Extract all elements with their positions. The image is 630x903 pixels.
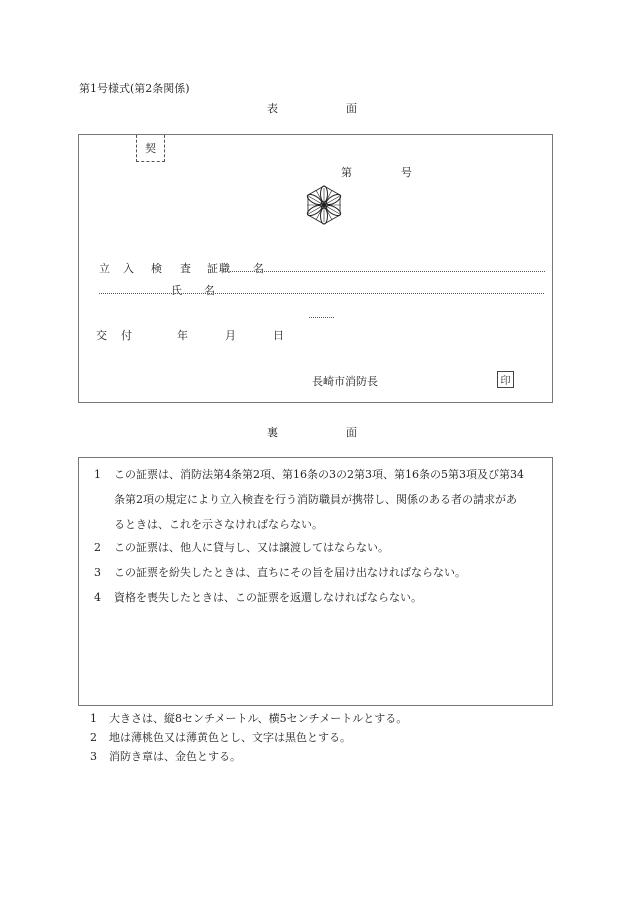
- back-item-num: 2: [94, 541, 101, 554]
- back-item-text: この証票は、他人に貸与し、又は譲渡してはならない。: [114, 541, 389, 554]
- issuer-name: 長崎市消防長: [312, 375, 378, 388]
- back-item-text: 資格を喪失したときは、この証票を返還しなければならない。: [114, 591, 422, 604]
- back-item-1: [94, 462, 524, 537]
- seal-box: [497, 371, 514, 388]
- back-item-num: 1: [94, 468, 101, 481]
- back-item-4: [94, 585, 422, 610]
- job-title-label-1: 職: [219, 262, 230, 275]
- number-suffix: 号: [401, 166, 412, 179]
- back-item-text: 条第2項の規定により立入検査を行う消防職員が携帯し、関係のある者の請求があ: [114, 493, 517, 506]
- back-item-text: るときは、これを示さなければならない。: [114, 518, 323, 531]
- issue-year-label: 年: [177, 329, 188, 342]
- cert-label-1: 立: [99, 262, 110, 275]
- small-dot-line: [309, 317, 334, 318]
- note-num: 1: [90, 712, 97, 725]
- job-title-field-line: [230, 271, 545, 272]
- front-card: [78, 134, 553, 403]
- back-item-text: この証票は、消防法第4条第2項、第16条の3の2第3項、第16条の5第3項及び第34: [114, 468, 524, 481]
- notes-list: [90, 709, 407, 766]
- back-title-left: 裏: [267, 426, 278, 439]
- cert-label-3: 検: [151, 262, 162, 275]
- form-label: 第1号様式(第2条関係): [79, 82, 190, 95]
- cert-label-4: 査: [180, 262, 191, 275]
- back-item-2: [94, 535, 389, 560]
- front-title-left: 表: [267, 102, 278, 115]
- back-title-right: 面: [346, 426, 357, 439]
- contract-mark-box: [136, 135, 165, 162]
- issue-label-2: 付: [121, 329, 132, 342]
- note-text: 大きさは、縦8センチメートル、横5センチメートルとする。: [109, 712, 408, 725]
- note-item: [90, 728, 407, 747]
- cert-label-5: 証: [207, 262, 218, 275]
- back-item-text: この証票を紛失したときは、直ちにその旨を届け出なければならない。: [114, 566, 466, 579]
- note-text: 消防き章は、金色とする。: [109, 750, 241, 763]
- issue-day-label: 日: [273, 329, 284, 342]
- issue-month-label: 月: [225, 329, 236, 342]
- seal-mark: 印: [500, 376, 511, 387]
- note-num: 2: [90, 731, 97, 744]
- back-item-num: 3: [94, 566, 101, 579]
- contract-mark: 契: [145, 142, 156, 155]
- note-num: 3: [90, 750, 97, 763]
- name-label-1: 氏: [171, 284, 182, 297]
- fire-department-emblem-icon: [303, 184, 345, 226]
- back-item-num: 4: [94, 591, 101, 604]
- cert-label-2: 入: [123, 262, 134, 275]
- front-title-right: 面: [346, 102, 357, 115]
- job-title-label-2: 名: [253, 262, 264, 275]
- note-text: 地は薄桃色又は薄黄色とし、文字は黒色とする。: [109, 731, 351, 744]
- issue-label-1: 交: [96, 329, 107, 342]
- note-item: [90, 709, 407, 728]
- name-field-line: [99, 293, 544, 294]
- name-label-2: 名: [204, 284, 215, 297]
- back-card: [78, 457, 553, 706]
- note-item: [90, 747, 407, 766]
- back-item-3: [94, 560, 466, 585]
- number-prefix: 第: [341, 166, 352, 179]
